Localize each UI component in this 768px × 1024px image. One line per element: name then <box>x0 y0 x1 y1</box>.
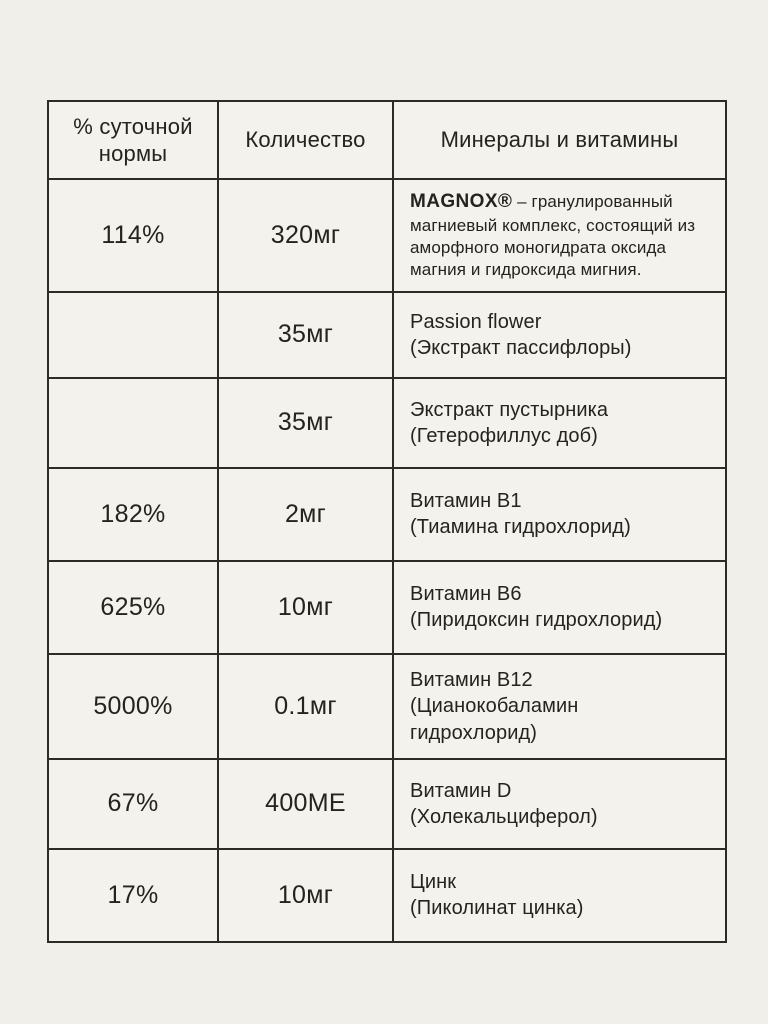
amount-cell: 0.1мг <box>218 654 393 759</box>
ingredient-detail: (Гетерофиллус доб) <box>410 424 598 447</box>
table-row <box>48 561 726 654</box>
header-daily-value: % суточной нормы <box>48 101 218 179</box>
ingredient-cell <box>393 561 726 654</box>
table-header-row <box>48 101 726 179</box>
ingredient-cell <box>393 654 726 759</box>
ingredient-cell <box>393 759 726 849</box>
table-row <box>48 849 726 942</box>
brand-name: MAGNOX® <box>410 191 513 212</box>
daily-value-cell: 114% <box>48 179 218 292</box>
brand-description: – гранулированный магниевый комплекс, состоящий из аморфного моногидрата оксида магния и гидроксида мигния. <box>410 192 696 279</box>
amount-cell: 35мг <box>218 378 393 468</box>
ingredient-name: Витамин B6 <box>410 583 522 606</box>
ingredient-name: Цинк <box>410 871 457 894</box>
daily-value-cell: 182% <box>48 468 218 561</box>
table-row <box>48 468 726 561</box>
ingredient-detail: (Пиколинат цинка) <box>410 897 584 920</box>
amount-cell: 320мг <box>218 179 393 292</box>
ingredient-cell <box>393 378 726 468</box>
nutrition-table <box>47 100 727 943</box>
table-row <box>48 654 726 759</box>
daily-value-cell: 625% <box>48 561 218 654</box>
ingredient-name: Витамин B1 <box>410 490 522 513</box>
daily-value-cell <box>48 378 218 468</box>
header-amount: Количество <box>218 101 393 179</box>
daily-value-cell: 17% <box>48 849 218 942</box>
ingredient-cell <box>393 468 726 561</box>
table-row <box>48 292 726 378</box>
amount-cell: 10мг <box>218 849 393 942</box>
ingredient-detail: (Экстракт пассифлоры) <box>410 336 632 359</box>
ingredient-detail: (Пиридоксин гидрохлорид) <box>410 609 663 632</box>
ingredient-name: Витамин D <box>410 779 512 802</box>
ingredient-detail: (Холекальциферол) <box>410 805 598 828</box>
ingredient-detail: (Цианокобаламин гидрохлорид) <box>410 695 579 744</box>
amount-cell: 10мг <box>218 561 393 654</box>
header-ingredient: Минералы и витамины <box>393 101 726 179</box>
ingredient-detail: (Тиамина гидрохлорид) <box>410 516 631 539</box>
ingredient-name: Витамин B12 <box>410 668 533 691</box>
supplement-facts-panel <box>47 100 727 943</box>
ingredient-cell <box>393 849 726 942</box>
table-row <box>48 759 726 849</box>
ingredient-cell <box>393 179 726 292</box>
daily-value-cell: 67% <box>48 759 218 849</box>
amount-cell: 400МЕ <box>218 759 393 849</box>
daily-value-cell: 5000% <box>48 654 218 759</box>
table-row <box>48 179 726 292</box>
table-row <box>48 378 726 468</box>
ingredient-name: Passion flower <box>410 310 542 333</box>
daily-value-cell <box>48 292 218 378</box>
ingredient-name: Экстракт пустырника <box>410 398 609 421</box>
ingredient-cell <box>393 292 726 378</box>
amount-cell: 35мг <box>218 292 393 378</box>
amount-cell: 2мг <box>218 468 393 561</box>
